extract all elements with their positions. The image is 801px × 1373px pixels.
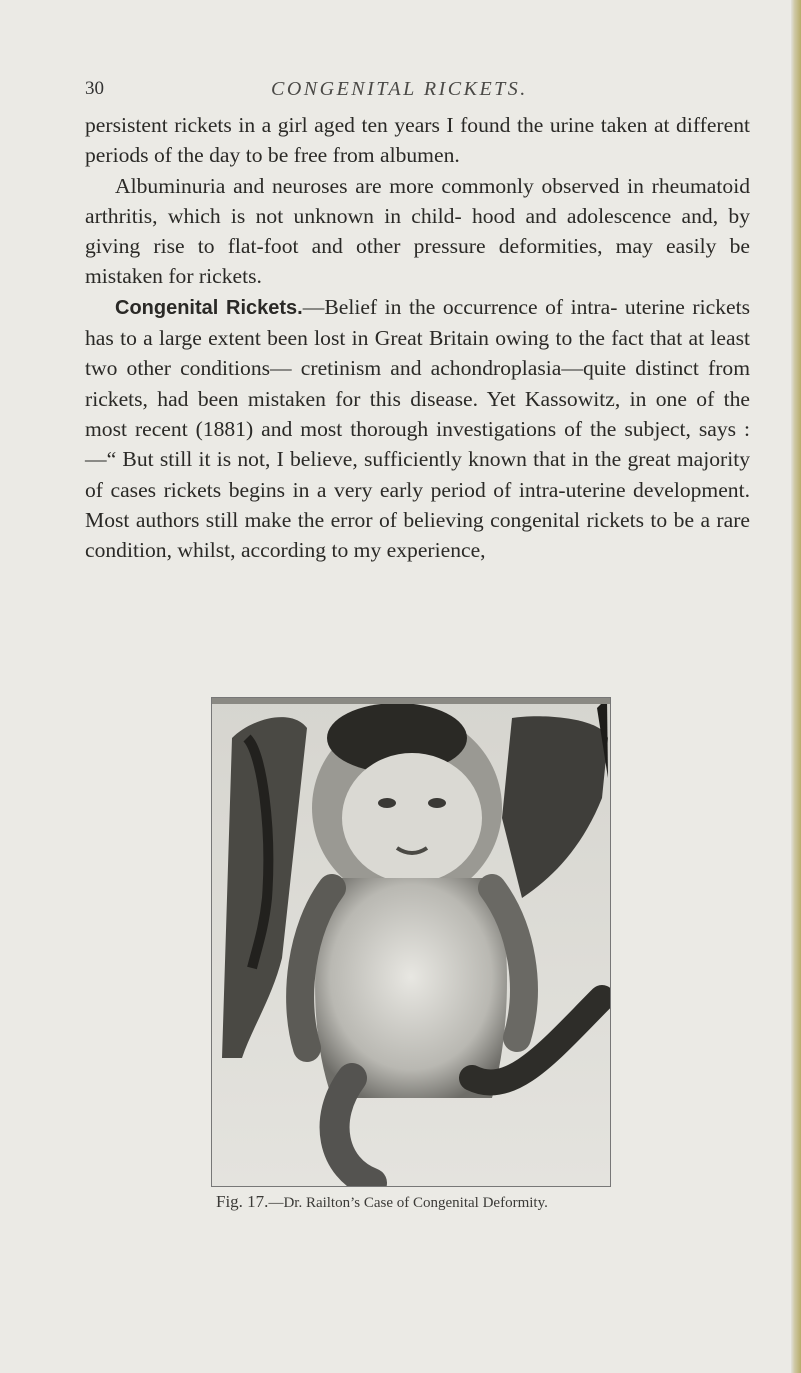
paragraph-3-text: —Belief in the occurrence of intra- uterine rickets has to a large extent been lost in Great Britain owing to the fact that at least two other conditions— cretinism and achondroplasia—quite distinct from rickets, had been mistaken for this disease. Yet Kassowitz, in one of the most recent (1881) and most thorough investigations of the subject, says :—“ But still it is not, I believe, sufficiently known that in the great majority of cases rickets begins in a very early period of intra-uterine development. Most authors still make the error of believing congenital rickets to be a rare condition, whilst, according to my experience, <box>85 294 750 563</box>
figure-caption-text: —Dr. Railton’s Case of Congenital Deformity. <box>268 1195 548 1211</box>
figure-caption <box>216 1192 736 1212</box>
page-edge-shadow <box>791 0 801 1373</box>
figure-photograph <box>211 697 611 1187</box>
body-text <box>85 110 750 565</box>
running-head <box>85 78 755 108</box>
running-title: CONGENITAL RICKETS. <box>271 78 528 100</box>
figure-label: Fig. 17. <box>216 1192 269 1211</box>
section-heading: Congenital Rickets. <box>115 296 303 319</box>
infant-photograph <box>212 698 610 1186</box>
paragraph-1: persistent rickets in a girl aged ten years I found the urine taken at different periods of the day to be free from albumen. <box>85 113 750 168</box>
page-number: 30 <box>85 78 104 99</box>
paragraph-2: Albuminuria and neuroses are more commonly observed in rheumatoid arthritis, which is not unknown in child- hood and adolescence and, by giving rise to flat-foot and other pressure deformities, may easily be mistaken for rickets. <box>85 173 750 289</box>
paragraph-3 <box>85 292 750 566</box>
